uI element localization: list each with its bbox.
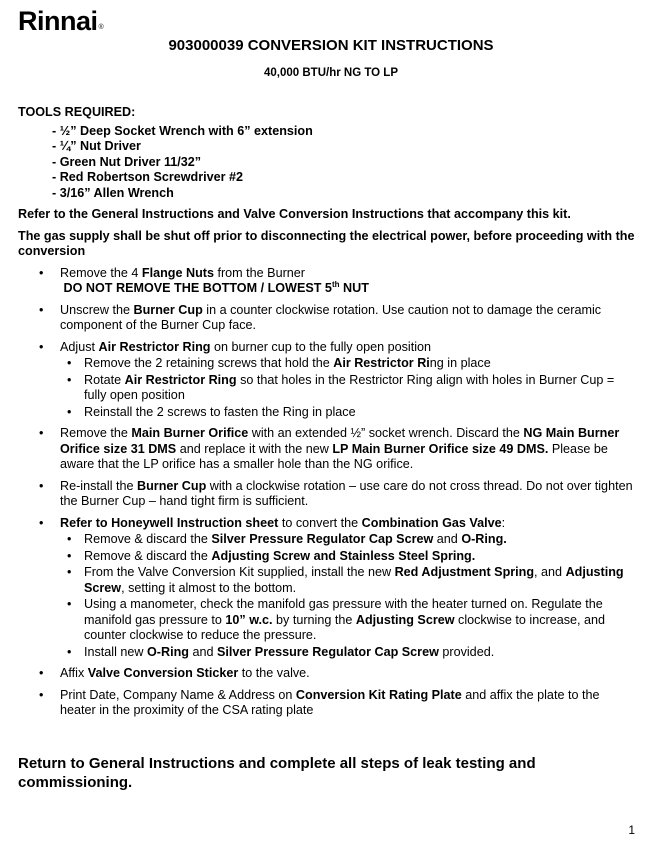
tools-heading: TOOLS REQUIRED: [18,105,136,119]
step-reinstall-burner-cup: • Re-install the Burner Cup with a clockwise rotation – use care do not cross thread. Do not over tighten the Burner Cup – hand tight firm is sufficient. [60,479,638,510]
logo-text: Rinnai [18,6,98,36]
steps-list [18,266,638,719]
gas-supply-note: The gas supply shall be shut off prior to disconnecting the electrical power, before proceeding with the conversion [18,228,635,258]
step-unscrew-burner-cup: • Unscrew the Burner Cup in a counter clockwise rotation. Use caution not to damage the ceramic component of the Burner Cup face. [60,303,638,334]
step-convert-gas-valve: • Refer to Honeywell Instruction sheet to convert the Combination Gas Valve: • Remove & discard the Silver Pressure Regulator Cap Screw and O-Ring. • Remove & discard the Adjusting Screw and Stainless Steel Spring. • From the Valve Conversion Kit supplied, install the new Red Adjustment Spring, and Adjusting Screw, setting it almost to the bottom. • Using a manometer, check the manifold gas pressure with the heater turned on. Regulate the manifold gas pressure to 10” w.c. by turning the Adjusting Screw clockwise to increase, and counter clockwise to reduce the pressure. • Install new O-Ring and Silver Pressure Regulator Cap Screw provided. [60,516,638,661]
registered-mark: ® [98,24,104,31]
sub-steps [60,356,638,420]
sub-step: • Remove the 2 retaining screws that hold the Air Restrictor Ring in place [84,356,638,372]
rinnai-logo [18,6,103,37]
instructions-body [18,105,638,725]
tool-item: - ½” Deep Socket Wrench with 6” extension [52,123,313,138]
step-remove-flange-nuts: • Remove the 4 Flange Nuts from the Burner DO NOT REMOVE THE BOTTOM / LOWEST 5th NUT [60,266,638,297]
warning-text: DO NOT REMOVE THE BOTTOM / LOWEST 5th NUT [63,279,369,295]
step-rating-plate: • Print Date, Company Name & Address on Conversion Kit Rating Plate and affix the plate to the heater in the proximity of the CSA rating plate [60,688,638,719]
step-affix-sticker: • Affix Valve Conversion Sticker to the valve. [60,666,638,682]
document-title: 903000039 CONVERSION KIT INSTRUCTIONS [168,37,494,54]
step-replace-orifice: • Remove the Main Burner Orifice with an extended ½” socket wrench. Discard the NG Main Burner Orifice size 31 DMS and replace it with the new LP Main Burner Orifice size 49 DMS. Please be aware that the LP orifice has a smaller hole than the NG orifice. [60,426,638,473]
sub-step: • From the Valve Conversion Kit supplied, install the new Red Adjustment Spring, and Adjusting Screw, setting it almost to the bottom. [84,565,638,596]
page-number: 1 [628,823,635,837]
tool-item: - 3/16” Allen Wrench [52,185,174,200]
tool-item: - Green Nut Driver 11/32” [52,154,202,169]
closing-instruction: Return to General Instructions and complete all steps of leak testing and commissioning. [18,755,536,791]
sub-step: • Remove & discard the Adjusting Screw and Stainless Steel Spring. [84,549,638,565]
step-adjust-air-restrictor: • Adjust Air Restrictor Ring on burner cup to the fully open position • Remove the 2 retaining screws that hold the Air Restrictor Ring in place • Rotate Air Restrictor Ring so that holes in the Restrictor Ring align with holes in Burner Cup = fully open position • Reinstall the 2 screws to fasten the Ring in place [60,340,638,421]
sub-step: • Remove & discard the Silver Pressure Regulator Cap Screw and O-Ring. [84,532,638,548]
sub-step: • Rotate Air Restrictor Ring so that holes in the Restrictor Ring align with holes in Burner Cup = fully open position [84,373,638,404]
sub-step: • Using a manometer, check the manifold gas pressure with the heater turned on. Regulate the manifold gas pressure to 10” w.c. by turning the Adjusting Screw clockwise to increase, and counter clockwise to reduce the pressure. [84,597,638,644]
tool-item: - Red Robertson Screwdriver #2 [52,170,244,184]
sub-step: • Reinstall the 2 screws to fasten the Ring in place [84,405,638,421]
sub-steps [60,532,638,660]
tool-item: - ¼” Nut Driver [52,139,141,153]
refer-note: Refer to the General Instructions and Valve Conversion Instructions that accompany this kit. [18,207,571,221]
sub-step: • Install new O-Ring and Silver Pressure Regulator Cap Screw provided. [84,645,638,661]
tools-list [18,124,638,202]
document-subtitle: 40,000 BTU/hr NG TO LP [264,67,398,79]
